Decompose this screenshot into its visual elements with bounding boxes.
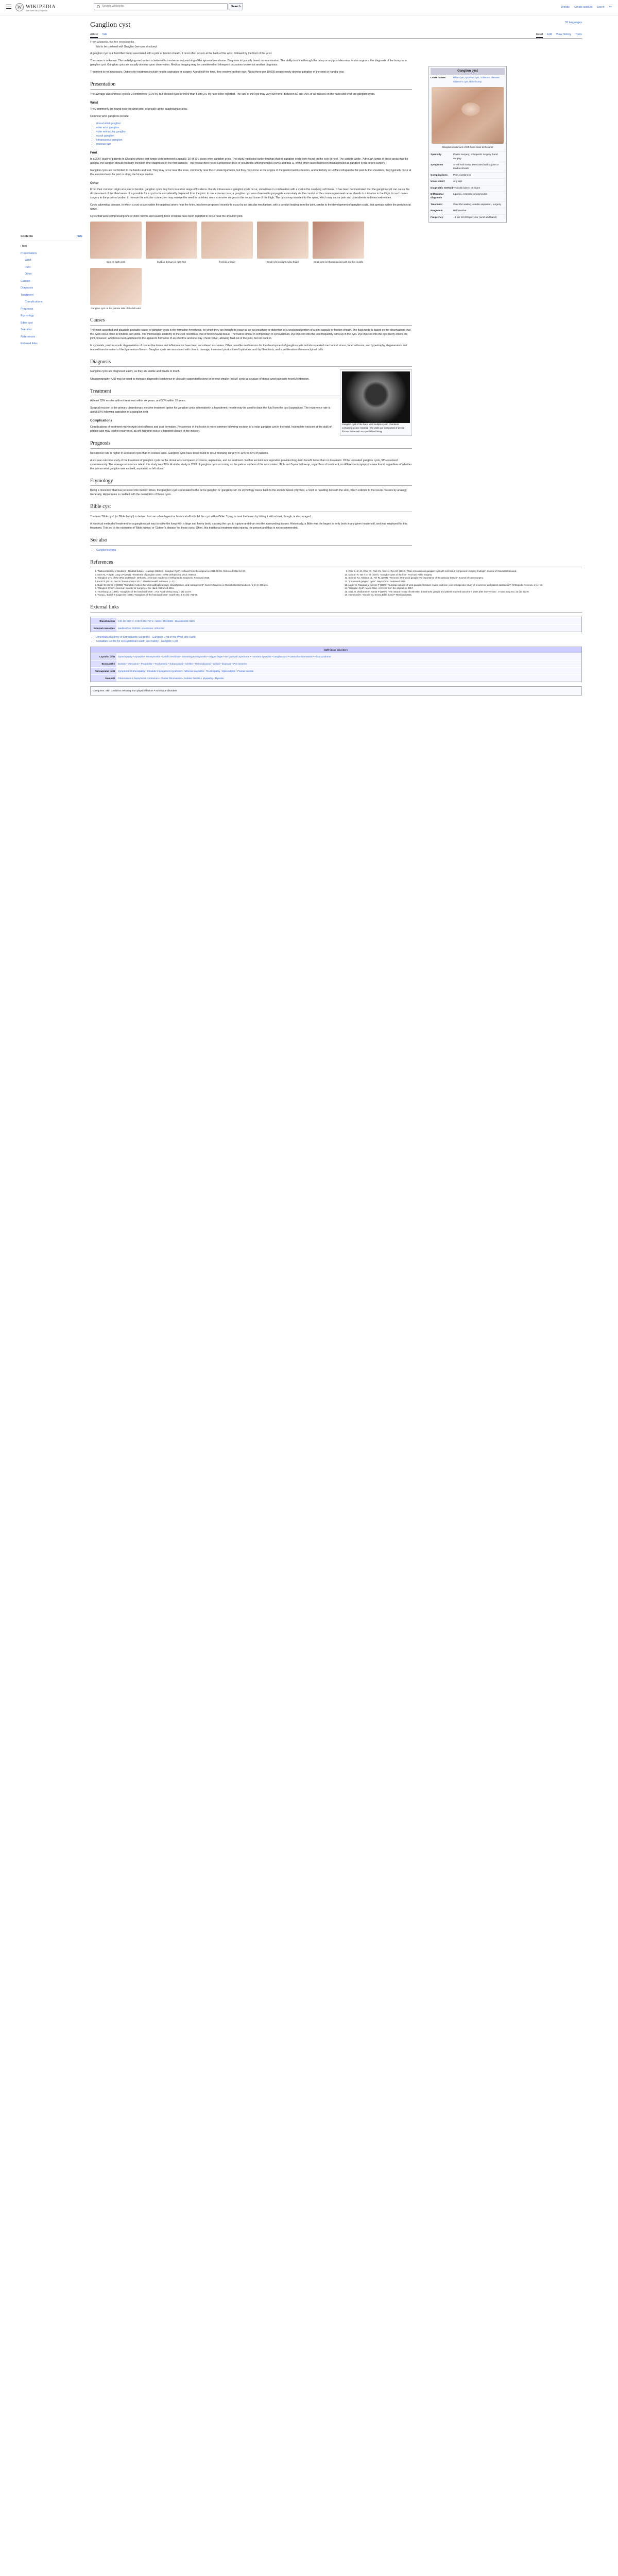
search-icon: [97, 5, 100, 8]
paragraph: Common wrist ganglions include:: [90, 114, 130, 118]
main-content: [90, 15, 582, 696]
intro-paragraph: A ganglion cyst is a fluid-filled bump associated with a joint or tendon sheath. It most often occurs at the back of the wrist, followed by the front of the wrist.: [90, 52, 272, 56]
list-item[interactable]: • dorsal wrist ganglion: [96, 122, 412, 126]
gallery-item: [313, 222, 364, 264]
paragraph: The average size of these cysts is 2 centimetres (0.79 in), but excised cysts of more than 5 cm (2.0 in) have been reported. The size of the cyst may vary over time. Between 50 and 70% of all masses on the hand and wrist are ganglion cysts.: [90, 92, 375, 96]
language-selector[interactable]: 32 languages: [564, 21, 582, 24]
infobox-key: Specialty: [431, 154, 442, 157]
intro-paragraph: Treatment is not necessary. Options for treatment include needle aspiration or surgery. About half the time, they resolve on their own. About three per 10,000 people newly develop ganglion of the wrist or hand a year.: [90, 71, 345, 74]
toc-item[interactable]: Prognosis: [21, 307, 33, 311]
reference-item: 4. Ferri FF (2016). Ferri's Clinical Advisor 2017. Elsevier Health Sciences. p. 471.: [97, 580, 331, 584]
reference-item: 11. Spinner RJ, Atkinson JL, Tiel RL (2003). "Peroneal intraneural ganglia: the importance of the articular branch". Journal of Neurosurgery.: [349, 577, 582, 580]
reference-item: 13. Lidder S, Ranawat V, Ahrens P (2009). "Surgical excision of wrist ganglia; literature review and nine-year retrospective study of recurrence and patient satisfaction". Orthopedic Reviews. 1 (1): e5.: [349, 584, 582, 587]
paragraph: A six-year outcome study of the treatment of ganglion cysts on the dorsal wrist compared excisions, aspirations, and no treatment. Neither excision nor aspiration provided long-term benefit better than no treatment. Of the untreated ganglion cysts, 58% resolved spontaneously. The average recurrence rate in this study was 39%. A similar study in 2003 of ganglion cysts occurring on the palmar surface of the wrist states: 'At 2- and 5-year follow-up, regardless of treatment, no difference in symptoms was found, regardless of whether the palmar wrist ganglion was excised, aspirated, or left alone.': [90, 459, 412, 470]
classification-row: [91, 624, 581, 632]
paragraph: From their common origin at a joint or tendon, ganglion cysts may form in a wide range of locations. Rarely, intraosseous ganglion cysts occur, sometimes in combination with a cyst in the overlying soft tissue. It has been demonstrated that the ganglion cyst can cause the displacement of the tibial nerve. It is possible for a cyst to be considerably displaced from the joint. In one extreme case, a ganglion cyst was observed to propagate extensively via the conduit of the common peroneal nerve sheath to a location in the thigh. In such cases surgery to the proximal portion to remove the articular connection may remove the need for a riskier, more extensive surgery in the neural tissue of the thigh. The cysts may intrude into the spine, which may cause pain and dysesthesia in distant extremities.: [90, 188, 410, 199]
reference-item: 5. Gude W, Morelli V (2008). "Ganglion cysts of the wrist: pathophysiology, clinical picture, and management". Current Reviews in Musculoskeletal Medicine. 1 (3-4): 205-211.: [97, 584, 331, 587]
personal-tools: [561, 5, 612, 9]
header-link[interactable]: Create account: [574, 6, 593, 9]
gallery-caption: Small cyst on thumb lanced with red hot needle: [313, 260, 364, 263]
section-heading-presentation: Presentation: [90, 80, 412, 90]
hatnote: Not to be confused with Ganglion (nervous structure).: [96, 45, 158, 49]
infobox-image[interactable]: [432, 87, 504, 144]
section-heading-external-links: External links: [90, 603, 582, 613]
navbox-list[interactable]: Bursitis • Olecranon • Prepatellar • Trochanteric • Subacromial • Achilles • Retrocalcaneal • Ischial • Iliopsoas • Pes anserine: [116, 660, 581, 667]
subsection-heading-other: Other: [90, 181, 99, 185]
paragraph: Ganglion cysts are diagnosed easily, as they are visible and pliable to touch.: [90, 370, 180, 374]
tab-view-history[interactable]: View history: [556, 32, 572, 36]
infobox-key: Usual onset: [431, 180, 445, 183]
table-of-contents: [21, 234, 82, 347]
section-heading-causes: Causes: [90, 316, 412, 326]
reference-item: 9. Park S, Jin W, Choi YS, Park SY, Ahn HJ, Ryu KN (2012). "Rare intraosseous ganglion cyst with soft-tissue component: imaging findings". Journal of Clinical Ultrasound.: [349, 570, 582, 573]
reference-item: 10. Duncan R, Tan Y, et al. (2007). "Ganglion cysts of the foot". Foot and Ankle Surgery.: [349, 573, 582, 577]
reference-item: 16. Hammond E. "Should you treat a Bible bump?" Retrieved 2015.: [349, 594, 582, 597]
reference-item: 12. "Intraneural ganglion cysts". Mayo Clinic. Retrieved 2016.: [349, 580, 582, 584]
tab-article[interactable]: Article: [90, 32, 98, 38]
image-gallery: [90, 222, 412, 310]
infobox-row: [431, 214, 505, 221]
toc-item[interactable]: Complications: [25, 300, 43, 304]
gallery-image[interactable]: [90, 268, 142, 305]
navbox-row: [91, 660, 581, 667]
infobox-key: Other names: [431, 77, 446, 80]
infobox-row: [431, 151, 505, 162]
infobox-row: [431, 201, 505, 208]
tab-talk[interactable]: Talk: [102, 32, 108, 36]
toc-item[interactable]: (Top): [21, 245, 27, 248]
paragraph: Cystic adventitial disease, in which a cyst occurs within the popliteal artery near the knee, has been proposed recently to occur by an articular mechanism, with a conduit leading from the joint, similar to the development of ganglion cysts, that spreads within the perivisceral nerve.: [90, 203, 411, 211]
gallery-item: [90, 268, 142, 310]
header-link[interactable]: •••: [609, 6, 612, 9]
wikipedia-logo[interactable]: W: [15, 3, 24, 11]
classification-value[interactable]: ICD-10: M67.4 • ICD-9-CM: 727.4 • MeSH: D045888 • DiseasesDB: 5129: [116, 618, 581, 624]
category-links[interactable]: Categories: Skin conditions resulting from physical factors • Soft tissue disorders: [90, 686, 582, 695]
infobox-value: Typically based on signs: [453, 187, 480, 190]
infobox-key: Diagnostic method: [431, 187, 453, 190]
gallery-item: [257, 222, 308, 264]
reference-item: 2. Suen M, Fung B, Lung CP (2013). "Treatment of ganglion cysts". ISRN Orthopedics. 2013: 940615.: [97, 573, 331, 577]
site-header: [0, 0, 618, 15]
article-body: [90, 52, 412, 552]
infobox-value: Small soft bump associated with a joint or tendon sheath: [453, 163, 499, 171]
paragraph: Cysts that were compressing one or more nerves and causing bone erosions have been reported to occur near the shoulder joint.: [90, 214, 244, 218]
gallery-item: [90, 222, 142, 264]
gallery-caption: Small cyst on right index finger: [266, 260, 299, 263]
infobox-row: [431, 191, 505, 201]
search-input[interactable]: [102, 5, 205, 8]
navbox-list[interactable]: Synoviopathy • Synovitis • Tenosynovitis • Calcific tendinitis • Stenosing tenosynovitis • Trigger finger • De Quervain syndrome • Transient synovitis • Ganglion cyst • Osteochondromatosis • Plica syndrome: [116, 653, 581, 660]
infobox: [428, 66, 507, 223]
intro-paragraph: The cause is unknown. The underlying mechanism is believed to involve an outpouching of the synovial membrane. Diagnosis is typically based on examination. The ability to shine through the bump or any post-decrease in size supports the diagnosis of the bump as a ganglion cyst. Ganglion cysts are usually obvious upon observation. Medical imaging may be considered on infrequent occasions to rule out another diagnosis.: [90, 59, 407, 67]
toc-item[interactable]: References: [21, 335, 36, 338]
search-box[interactable]: [94, 3, 228, 10]
wrist-ganglion-list: [90, 122, 412, 146]
section-heading-etymology: Etymology: [90, 477, 412, 486]
infobox-value: ~3 per 10,000 per year (wrist and hand): [453, 216, 497, 219]
navbox-row: [91, 674, 581, 682]
section-heading-references: References: [90, 558, 582, 568]
classification-label: External resources: [91, 625, 116, 632]
paragraph: In a 2007 study of patients in Glasgow whose foot lumps were removed surgically, 39 of 101 cases were ganglion cysts. The study replicated earlier findings that no ganglion cysts were found on the sole or heel. The authors wrote, 'Although lumps in these areas may be ganglia, the surgeon should probably consider other diagnoses in the first instance.' The researchers noted a preponderance of recurrence among females (80%) and that 11 of the other cases had been misdiagnosed as ganglion cysts before surgery.: [90, 157, 408, 165]
list-item[interactable]: • occult ganglion: [96, 134, 412, 138]
toc-item[interactable]: Diagnosis: [21, 286, 33, 290]
tab-tools[interactable]: Tools: [575, 32, 582, 36]
gallery-caption: Cyst on a finger: [218, 260, 236, 263]
infobox-value: Half resolve: [453, 210, 467, 213]
gallery-image[interactable]: [313, 222, 364, 259]
paragraph: Ganglion cysts are not limited to the hands and feet. They may occur near the knee, commonly near the cruciate ligaments, but they may occur at the origins of the gastrocnemius tendon, and anteriorly on Hoffa's infrapatellar fat pad. At the shoulders, they typically occur at the acromioclavicular joint or along the biceps tendon.: [90, 168, 411, 176]
navbox-row: [91, 667, 581, 674]
page-tabs: [90, 32, 582, 39]
toc-item[interactable]: Other: [25, 273, 32, 276]
section-heading-diagnosis: Diagnosis: [90, 358, 412, 367]
toc-header: [21, 234, 82, 241]
toc-hide-button[interactable]: hide: [76, 235, 82, 238]
header-link[interactable]: Donate: [561, 6, 570, 9]
list-item[interactable]: • intraosseous ganglion: [96, 138, 412, 142]
section-heading-see-also: See also: [90, 536, 412, 546]
ultrasound-image[interactable]: [342, 371, 410, 423]
toc-item[interactable]: Wrist: [25, 259, 31, 262]
paragraph: A historical method of treatment for a ganglion cyst was to strike the lump with a large and heavy book, causing the cyst to rupture and drain into the surrounding tissues. Historically, a Bible was the largest or only book in any given household, and was employed for this treatment. This led to the nickname of 'Bible bumps' or 'Gideon's disease' for these cysts. Often, this traditional treatment risks injuring the person and thus is not recommended.: [90, 522, 407, 530]
infobox-key: Frequency: [431, 216, 443, 219]
paragraph: They commonly are found near the wrist joint, especially at the scapholunate area.: [90, 107, 188, 111]
gallery-item: [201, 222, 253, 264]
infobox-key: Symptoms: [431, 163, 443, 166]
gallery-item: [146, 222, 197, 264]
navbox-group: Noncapsular joint: [91, 668, 116, 674]
section-heading-bible-cyst: Bible cyst: [90, 503, 412, 512]
paragraph: Complications of treatment may include joint stiffness and scar formation. Recurrence of the lesion is more common following excision of a volar ganglion cyst in the wrist. Incomplete excision at the stalk of pedicle also may lead to recurrence, as will failing to excise a targeted closure of the incision.: [90, 425, 332, 433]
tab-read[interactable]: Read: [536, 32, 543, 38]
subsection-heading-complications: Complications: [90, 419, 112, 423]
external-link[interactable]: • American Academy of Orthopaedic Surgeons - Ganglion Cyst of the Wrist and Hand: [96, 635, 582, 639]
subsection-heading-foot: Foot: [90, 151, 97, 155]
reference-item: 1. "National Library of Medicine - Medical Subject Headings (MeSH) - Ganglion Cyst". Archived from the original on 2016-08-05. Retrieved 2012-12-17.: [97, 570, 331, 573]
infobox-key: Prognosis: [431, 210, 443, 213]
infobox-value: Lipoma, extensor tenosynovitis: [453, 193, 487, 196]
navbox-list[interactable]: Symptoms: Enthesopathy • Shoulder impingement syndrome • Adhesive capsulitis • Tendinopathy • Epicondylitis • Plantar fasciitis: [116, 668, 581, 674]
navbox-group: Nonjoint: [91, 675, 116, 682]
reference-item: 7. Thornburg LE (1999). "Ganglions of the hand and wrist". J Am Acad Orthop Surg. 7 (4): 231-8.: [97, 590, 331, 594]
paragraph: The term 'Bible cyst' (or 'Bible bump') is derived from an urban legend or historical effort to hit the cyst with a Bible. Trying to treat the lesion by hitting it with a book, though, is discouraged.: [90, 515, 312, 518]
list-item[interactable]: • mucous cyst: [96, 142, 412, 146]
infobox-row: [431, 172, 505, 178]
infobox-row: [431, 75, 505, 85]
gallery-image[interactable]: [201, 222, 253, 259]
classification-row: [91, 617, 581, 624]
references-area: [90, 558, 582, 696]
list-item[interactable]: • volar retinacular ganglion: [96, 130, 412, 134]
toc-item[interactable]: Foot: [25, 265, 31, 269]
figure-caption: Ganglion cyst of the hand with multiple cystic chambers containing gooey material - the walls are composed of dense fibrous tissue with no specialized lining: [342, 423, 405, 433]
toc-title: Contents: [21, 235, 33, 238]
gallery-caption: Cyst on dorsum of right foot: [157, 260, 186, 263]
reference-list: [90, 570, 582, 597]
gallery-caption: Cyst on right wrist: [106, 260, 126, 263]
paragraph: Surgical excision is the primary discretionary, elective treatment option for ganglion cysts. Alternatively, a hypodermic needle may be used to drain the fluid from the cyst (aspiration). The recurrence rate is about 50% following aspiration of a ganglion cyst.: [90, 406, 331, 414]
infobox-value: Pain, numbness: [453, 174, 471, 177]
gallery-caption: Ganglion cyst on the palmar side of the left wrist: [91, 307, 141, 310]
toc-item[interactable]: Bible cyst: [21, 321, 33, 325]
navbox-group: Bursopathy: [91, 660, 116, 667]
paragraph: In synovials, post-traumatic degeneration of connective tissue and inflammation have been considered as causes. Other possible mechanisms for the development of ganglion cysts include repeated mechanical stress, facet arthrosis, and hypertrophy, degeneration and mucoid transformation of the ligamentum flavum. Ganglion cysts are associated with chronic damage, increased production of hyaluronic acid by fibroblasts, and a proliferation of mesenchymal cells.: [90, 344, 407, 351]
reference-item: 8. Young L, Bartell T, Logan SE (1988). "Ganglions of the hand and wrist". South Med J. 81 (6): 751-60.: [97, 594, 331, 597]
paragraph: At least 33% resolve without treatment within six years, and 50% within 10 years.: [90, 399, 186, 403]
external-links-list: [90, 635, 582, 643]
navbox-list[interactable]: Fibromatosis • Dupuytren's contracture • Plantar fibromatosis • Nodular fasciitis • Myopathy • Myositis: [116, 675, 581, 682]
list-item[interactable]: • volar wrist ganglion: [96, 126, 412, 130]
paragraph: The most accepted and plausible probable cause of ganglion cysts is the formation hypothesis, by which they are thought to occur as an out-pouching or distention of a weakened portion of a joint capsule or tendon sheath. The fluid inside is based on the observations that the cysts occur close to tendons and joints. The microscopic anatomy of the cyst resembles that of tenosynovial tissue. The fluid is similar in composition to synovial fluid. Dye injected into the joint frequently turns up in the cyst. Dye injected into the cyst rarely enters the joint, however, which has been attributed to the apparent formation of an effective and one-way 'check valve', allowing fluid out of the joint, but not back in.: [90, 328, 410, 340]
toc-item[interactable]: External links: [21, 342, 38, 346]
tab-edit[interactable]: Edit: [547, 32, 552, 36]
infobox-key: Differential diagnosis: [431, 193, 444, 200]
see-also-list: [90, 548, 412, 552]
reference-item: 6. "Ganglion Cysts". American Society for Surgery of the Hand. Retrieved 2016.: [97, 587, 331, 590]
navbox-group: Capsular joint: [91, 653, 116, 660]
navbox: [90, 647, 582, 683]
infobox-row: [431, 208, 505, 214]
navbox-title[interactable]: Soft tissue disorders: [91, 647, 581, 653]
infobox-value: Plastic surgery, orthopedic surgery, hand surgery: [453, 154, 498, 160]
paragraph: Being a misnomer that has persisted into modern times, the ganglion cyst is unrelated to the nerve ganglion or 'ganglion cell'. Its etymology traces back to the ancient Greek γάγγλιον, a 'knot' or 'swelling beneath the skin', which extends to the neural masses by analogy. Generally, Hippocrates is credited with the description of these cysts.: [90, 489, 407, 497]
subsection-heading-wrist: Wrist: [90, 101, 98, 105]
infobox-value: Watchful waiting, needle aspiration, surgery: [453, 203, 501, 206]
paragraph: Ultrasonography (US) may be used to increase diagnostic confidence in clinically suspected lesions or to view smaller 'occult' cysts as a cause of dorsal wrist pain with forceful extension.: [90, 377, 310, 381]
gallery-image[interactable]: [257, 222, 308, 259]
main-menu-icon[interactable]: [6, 5, 11, 9]
ultrasound-figure: [340, 369, 412, 436]
infobox-key: Treatment: [431, 203, 442, 206]
reference-item: 14. "Ganglion Cyst". Mayo Clinic. Archived from the original on 2017.: [349, 587, 582, 590]
header-link[interactable]: Log in: [597, 6, 605, 9]
wordmark[interactable]: WIKIPEDIA: [26, 4, 56, 10]
infobox-title: Ganglion cyst: [431, 68, 505, 75]
toc-item[interactable]: Etymology: [21, 314, 34, 318]
infobox-row: [431, 162, 505, 172]
site-sub: From Wikipedia, the free encyclopedia: [90, 40, 134, 44]
classification-label: Classification: [91, 618, 116, 624]
infobox-caption: Ganglion on dorsum of left hand close to the wrist: [442, 146, 493, 149]
infobox-row: [431, 185, 505, 191]
paragraph: Recurrence rate is higher in aspirated cysts than in excised ones. Ganglion cysts have been found to recur following surgery in 12% to 40% of patients.: [90, 451, 269, 455]
toc-item[interactable]: Causes: [21, 279, 30, 283]
tagline: The Free Encyclopedia: [26, 9, 47, 12]
infobox-key: Complications: [431, 174, 448, 177]
gallery-image[interactable]: [146, 222, 197, 259]
reference-item: 3. "Ganglion Cyst of the Wrist and Hand". OrthoInfo. American Academy of Orthopaedic Surgeons. Retrieved 2016.: [97, 577, 331, 580]
toc-item[interactable]: Presentation: [21, 251, 37, 255]
gallery-image[interactable]: [90, 222, 142, 259]
classification-value[interactable]: MedlinePlus: 003028 • eMedicine: ortho/482: [116, 625, 581, 632]
section-heading-prognosis: Prognosis: [90, 439, 412, 449]
search-button[interactable]: Search: [229, 3, 243, 10]
reference-item: 15. Dias JJ, Dhukaram V, Kumar P (2007). "The natural history of untreated dorsal wrist ganglia and patient reported outcome 6 years after intervention". J Hand Surg Eur. 32 (5): 502-8.: [349, 590, 582, 594]
medical-classification-box: [90, 617, 582, 632]
section-heading-treatment: Treatment: [90, 387, 412, 397]
infobox-row: [431, 178, 505, 184]
navbox-row: [91, 653, 581, 660]
toc-item[interactable]: Treatment: [21, 293, 33, 297]
toc-item[interactable]: See also: [21, 328, 32, 332]
infobox-value: Bible cyst, synovial cyst, Gideon's disease, Gideon's cyst, Bible bump: [453, 77, 501, 83]
external-link[interactable]: • Canadian Centre for Occupational Health and Safety - Ganglion Cyst: [96, 639, 582, 643]
infobox-value: Any age: [453, 180, 462, 183]
page-title: Ganglion cyst: [90, 21, 131, 29]
see-also-link[interactable]: • Ganglioneuroma: [96, 548, 412, 552]
